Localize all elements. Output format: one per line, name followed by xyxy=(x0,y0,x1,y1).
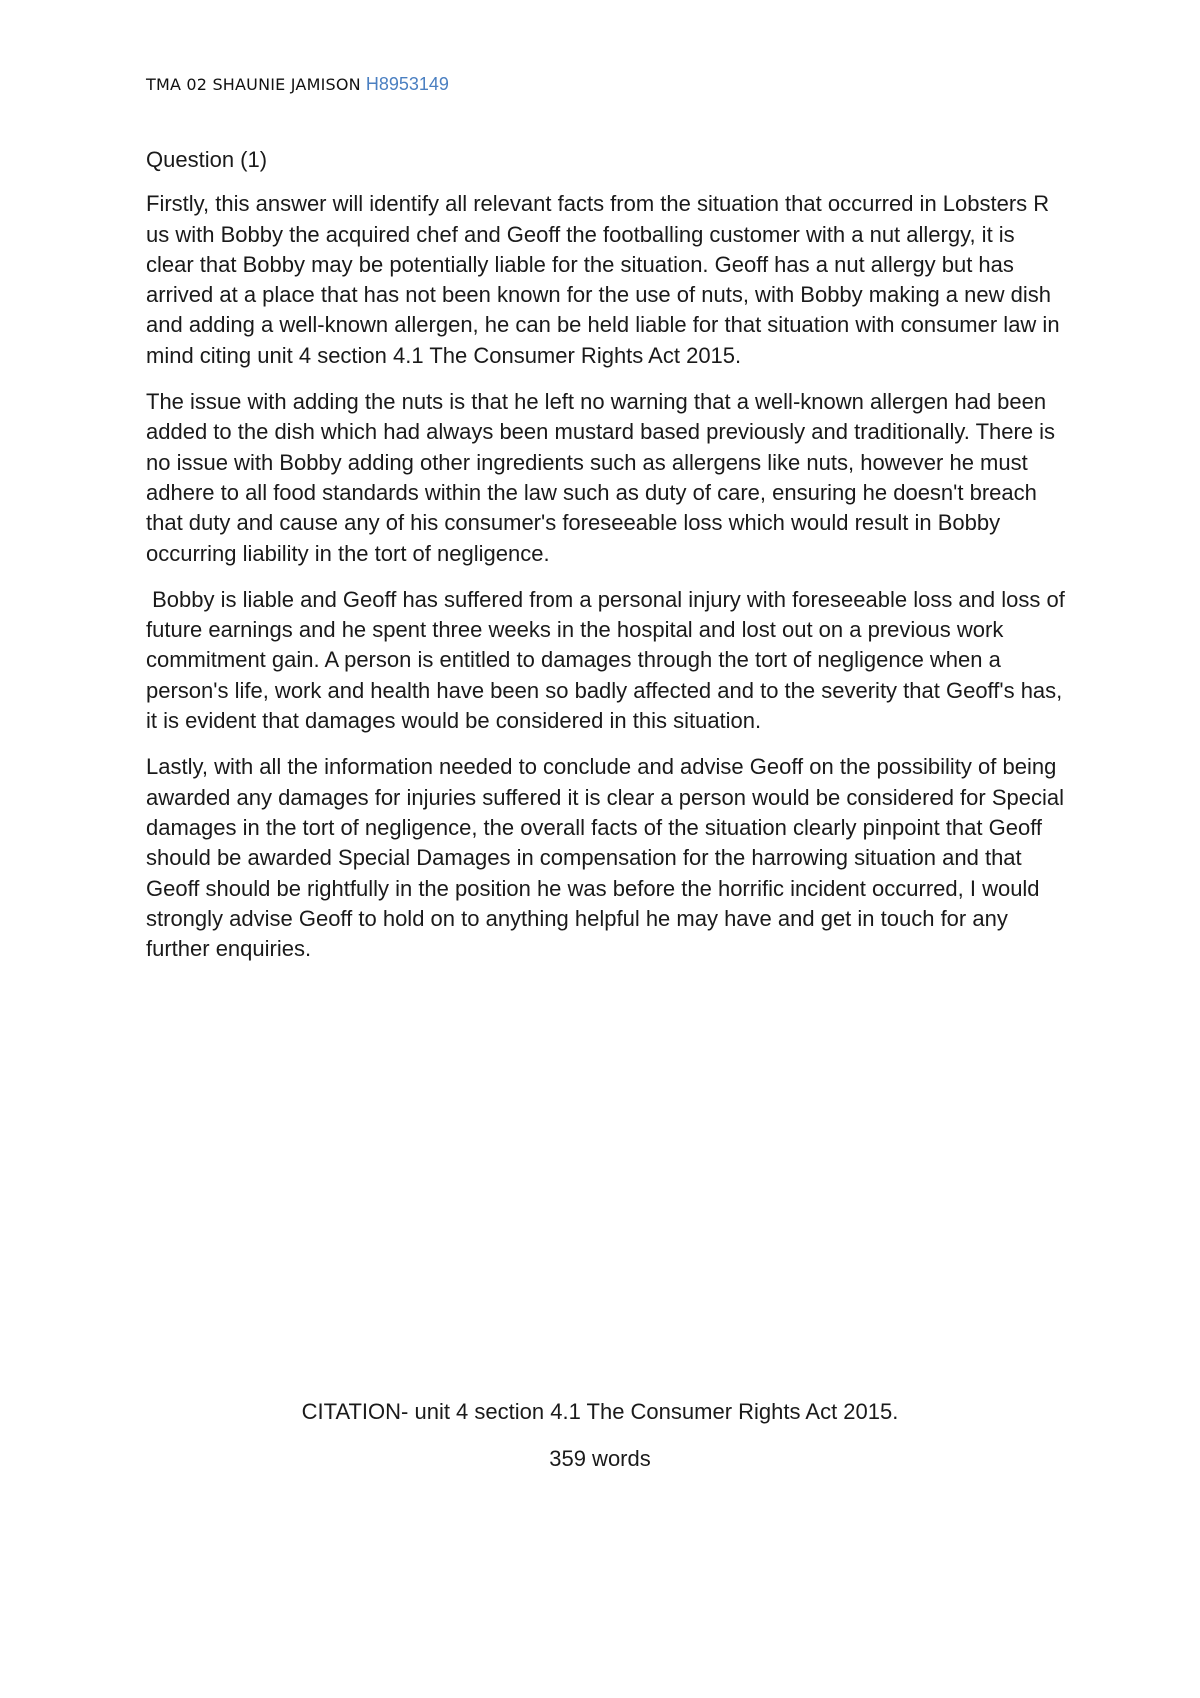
document-header xyxy=(146,74,449,95)
citation-line: CITATION- unit 4 section 4.1 The Consumer Rights Act 2015. xyxy=(301,1399,899,1424)
word-count: 359 words xyxy=(549,1446,651,1471)
paragraph-3: Bobby is liable and Geoff has suffered from a personal injury with foreseeable loss and loss of future earnings and he spent three weeks in the hospital and lost out on a previous work commitment gain. A person is entitled to damages through the tort of negligence when a person's life, work and health have been so badly affected and to the severity that Geoff's has, it is evident that damages would be considered in this situation. xyxy=(146,586,1071,734)
question-heading: Question (1) xyxy=(146,147,268,172)
document-body xyxy=(146,145,1071,980)
paragraph-2: The issue with adding the nuts is that he left no warning that a well-known allergen had been added to the dish which had always been mustard based previously and traditionally. There is no issue with Bobby adding other ingredients such as allergens like nuts, however he must adhere to all food standards within the law such as duty of care, ensuring he doesn't breach that duty and cause any of his consumer's foreseeable loss which would result in Bobby occurring liability in the tort of negligence. xyxy=(146,389,1056,566)
student-id: H8953149 xyxy=(365,74,449,94)
header-title: TMA 02 SHAUNIE JAMISON xyxy=(146,75,361,94)
paragraph-4: Lastly, with all the information needed to conclude and advise Geoff on the possibility of being awarded any damages for injuries suffered it is clear a person would be considered for Special damages in the tort of negligence, the overall facts of the situation clearly pinpoint that Geoff should be awarded Special Damages in compensation for the harrowing situation and that Geoff should be rightfully in the position he was before the horrific incident occurred, I would strongly advise Geoff to hold on to anything helpful he may have and get in touch for any further enquiries. xyxy=(146,754,1064,962)
paragraph-1: Firstly, this answer will identify all relevant facts from the situation that occurred in Lobsters R us with Bobby the acquired chef and Geoff the footballing customer with a nut allergy, it is clear that Bobby may be potentially liable for the situation. Geoff has a nut allergy but has arrived at a place that has not been known for the use of nuts, with Bobby making a new dish and adding a well-known allergen, he can be held liable for that situation with consumer law in mind citing unit 4 section 4.1 The Consumer Rights Act 2015. xyxy=(146,191,1060,368)
